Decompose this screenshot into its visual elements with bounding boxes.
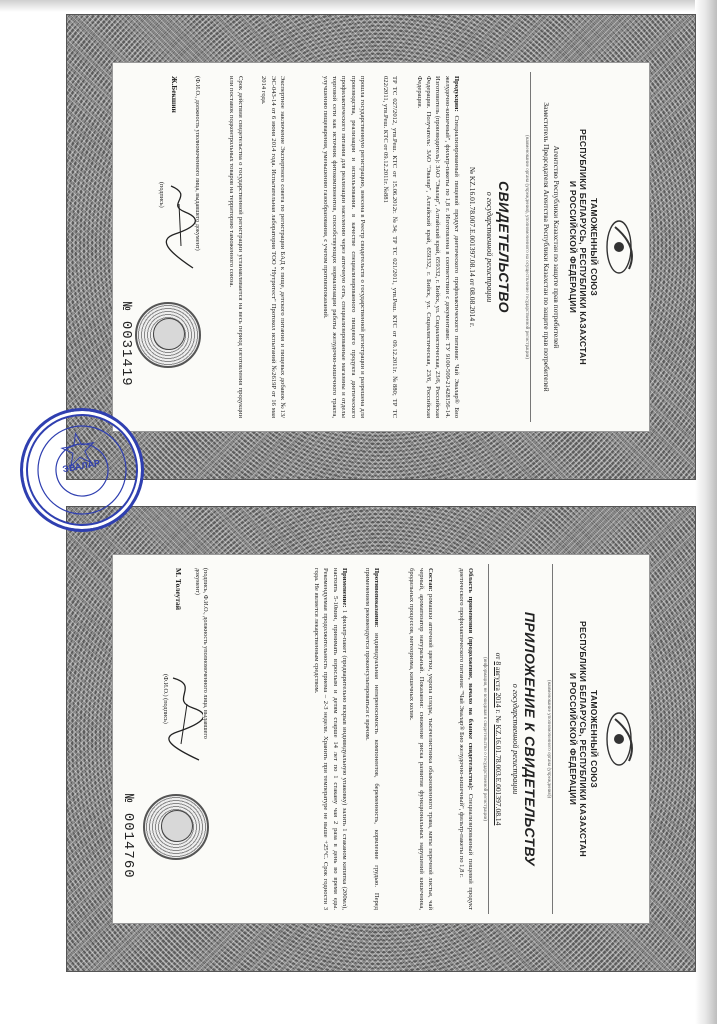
signature-icon [167, 674, 203, 764]
scope-text: Специализированный пищевой продукт диетического профилактического питания: "Чай Эвалар® Био желудочно-кишечный", фильтр-пакеты по 1,8 г. [457, 568, 474, 911]
union-line-2: РЕСПУБЛИКИ БЕЛАРУСЬ, РЕСПУБЛИКИ КАЗАХСТАН [578, 128, 589, 365]
official-seal-icon [135, 302, 201, 368]
contraindications-label: Противопоказания: [373, 568, 380, 628]
scan-top-edge [0, 0, 717, 12]
certificate-sheet [66, 14, 696, 480]
product-text: Специализированный пищевой продукт диетического профилактического питания: Чай Эвалар® Био желудочно-кишечный", фильтр-пакеты по 1,8 г. Изготовлена в соответствии с документами: ТУ 9100-509-21428156-14. Изготовитель (производитель): ЗАО "Эвалар", Алтайский край, 659332, г. Бийск, ул. Социалистическая, 23/6, Российская Федерация. Получатель: ЗАО "Эвалар", Алтайский край, 659332, г. Бийск, ул. Социалистическая, 23/6, Российская Федерация. [415, 76, 460, 418]
serial-number: 0014760 [120, 812, 136, 879]
compliance-text: ТР ТС 027/2012, утв.Реш. КТС от 15.06.2012г. №34; ТР ТС 021/2011, утв.Реш. КТС от 09.12.2011г. №880; ТР ТС 022/2011, утв.Реш. КТС от 09.12.2011г. №881 [381, 76, 398, 418]
agency-line-2: Заместитель Председателя Агентства Республики Казахстан по защите прав потребителей [542, 102, 552, 392]
product-section [414, 76, 461, 418]
appendix-day: 8 [494, 661, 503, 666]
date-prefix: от [494, 652, 503, 660]
contraindications-text: индивидуальная непереносимость компонентов, беременность, кормление грудью. Перед применением рекомендуется проконсультироваться с врачом. [363, 568, 380, 910]
usage-section [312, 568, 349, 910]
appendix-rotated-page [113, 554, 649, 924]
contraindications-section [362, 568, 381, 910]
customs-union-header [567, 554, 599, 924]
document-subtitle: о государственной регистрации [485, 191, 494, 303]
usage-text: 1 фильтр-пакет (предварительно вскрыв индивидуальную упаковку) залить 1 стаканом кипятка (200мл), настоять 5-10мин, принимать взрослым и детям старше 14 лет по 1 стакану чая 2 раза в день во время еды. Рекомендуемая продолжительность приема – 2-3 недели. Хранить при температуре не выше +25°С. Срок годности 3 года. [312, 568, 348, 910]
validity-text: Срок действия свидетельства о государственной регистрации устанавливается на весь период изготовления продукции или поставок подконтрольных товаров на территорию таможенного союза. [227, 76, 244, 418]
union-line-1: ТАМОЖЕННЫЙ СОЮЗ [589, 690, 599, 788]
composition-label: Состав: [427, 568, 434, 592]
signer-name: М. Толеутай [174, 568, 183, 611]
union-line-3: И РОССИЙСКОЙ ФЕДЕРАЦИИ [567, 180, 578, 314]
company-stamp [10, 398, 154, 542]
signature-caption: (Ф.И.О.) (подпись) [162, 674, 169, 724]
stamp-text: ЭВАЛАР [61, 457, 101, 475]
seal-emblem [161, 810, 193, 842]
appendix-year: 2014 [494, 692, 503, 708]
appendix-number: KZ.16.01.78.003.Е.001397.08.14 [494, 724, 503, 826]
appendix-subtitle: о государственной регистрации [511, 683, 520, 795]
customs-union-logo-icon [601, 217, 639, 277]
appendix-sheet [66, 506, 696, 972]
number-label: № [468, 166, 477, 174]
serial-number-line [116, 302, 135, 387]
appendix-title: ПРИЛОЖЕНИЕ К СВИДЕТЕЛЬСТВУ [522, 611, 538, 867]
union-line-2: РЕСПУБЛИКИ БЕЛАРУСЬ, РЕСПУБЛИКИ КАЗАХСТАН [578, 620, 589, 857]
certificate-content-area [112, 62, 650, 432]
usage-label: Применение: [341, 568, 348, 608]
appendix-number-line [493, 574, 503, 904]
document-title: СВИДЕТЕЛЬСТВО [496, 180, 512, 314]
signature-icon [163, 182, 199, 272]
registration-number: KZ.16.01.78.007.Е.001397.08.14 [468, 175, 477, 277]
composition-text: ромашки аптечной цветки, укропа плоды, тысячелистника обыкновенного трава, мяты перечной листья, чай черный, ароматизатор натуральный. Показания: снижение риска развития функциональных нарушений кишечника, бродильных процессов, метеоризма, кишечных колик. [408, 568, 434, 910]
basis-text: Экспертное заключение Экспертного совета по регистрации БАД к пище, детского питания и пищевых добавок №13/ЭС-043-14 от 6 июня 2014 года. Испытательная лаборатория ТОО "Нутритест" Протокол испытаний №2619Р от 16 мая 2014 года. [260, 76, 286, 418]
seal-emblem [153, 318, 185, 350]
signer-name: Ж.Бекшин [170, 76, 179, 113]
customs-union-header [567, 62, 599, 432]
official-seal-icon [143, 794, 209, 860]
serial-number: 0031419 [118, 320, 134, 387]
serial-label: № [120, 794, 136, 804]
signer-caption: (подпись, Ф.И.О., должность уполномоченного лица, выдавшего документ) [193, 568, 209, 739]
number-prefix: г. № [494, 709, 503, 723]
appendix-content-area [112, 554, 650, 924]
composition-section [407, 568, 435, 910]
issuing-agency [542, 72, 562, 422]
certificate-rotated-page [113, 62, 649, 432]
scan-right-edge [695, 0, 717, 1024]
signer-caption: (Ф.И.О., должность уполномоченного лица, выдавшего документ) [194, 76, 201, 251]
scope-label: Область применения (продолжение, начало на бланке свидетельства): [467, 568, 474, 791]
customs-union-logo-icon [601, 709, 639, 769]
serial-number-line [118, 794, 137, 879]
agency-caption: (наименование уполномоченного органа (учреждения)) [544, 564, 553, 914]
serial-label: № [118, 302, 134, 312]
signature-caption: (подпись) [158, 182, 165, 208]
registration-date: 08.08.2014 г. [468, 287, 477, 328]
agency-line-1: Агентство Республики Казахстан по защите прав потребителей [552, 145, 561, 349]
purpose-text: прошла государственную регистрацию, внесена в Реестр свидетельств о государственной регистрации и разрешена для производства, реализации и использования. в качестве специализированного пищевого продукта диетического профилактического питания для реализации населению через аптечную сеть, специализированные магазины и отделы торговой сети как источник фитокомпонентов, способствующих нормализации работы желудочно-кишечного тракта, улучшению пищеварения, уменьшению газообразования, с учетом противопоказаний. [321, 76, 366, 418]
product-label: Продукция: [453, 76, 460, 112]
appendix-month: августа [494, 667, 503, 691]
registration-number-line [467, 82, 477, 412]
date-caption: (информация, не вошедшая в свидетельство о государственной регистрации) [480, 564, 489, 914]
agency-caption: (наименование органа (учреждения), уполномоченного на осуществление государственной регистрации) [522, 72, 531, 422]
date-label: от [468, 278, 477, 286]
union-line-1: ТАМОЖЕННЫЙ СОЮЗ [589, 198, 599, 296]
scope-section [456, 568, 475, 910]
union-line-3: И РОССИЙСКОЙ ФЕДЕРАЦИИ [567, 672, 578, 806]
medicine-note: Не является лекарственным средством. [312, 583, 320, 694]
